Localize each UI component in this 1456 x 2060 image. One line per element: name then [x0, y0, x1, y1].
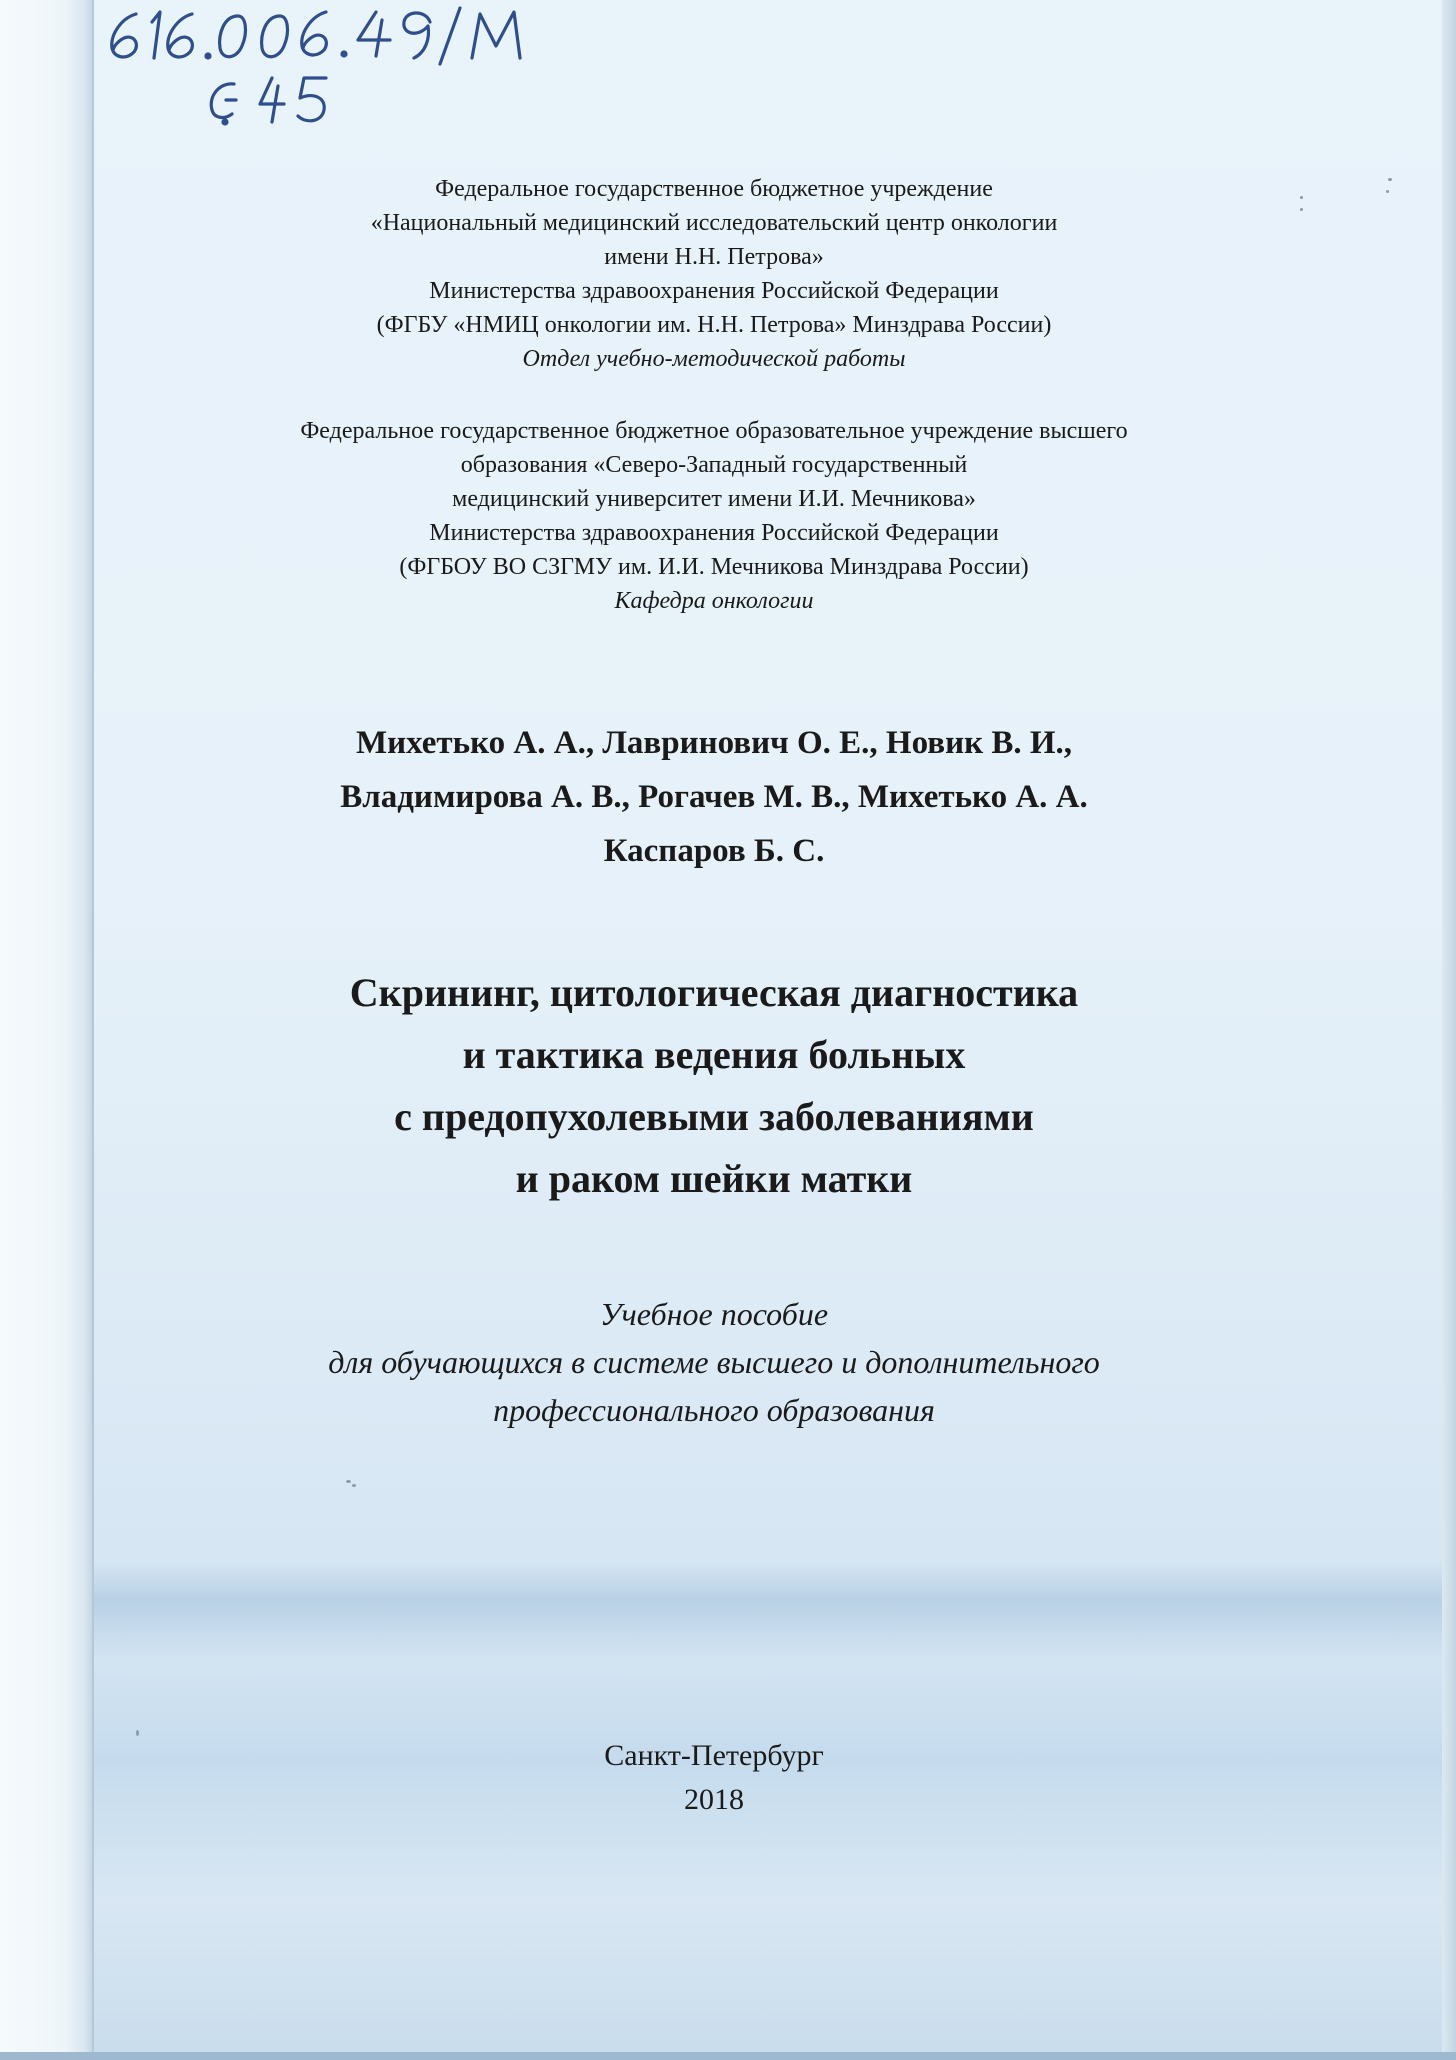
institution-2-line: (ФГБОУ ВО СЗГМУ им. И.И. Мечникова Минздрава России) [399, 554, 1029, 580]
title-line: и раком шейки матки [515, 1156, 913, 1201]
title-line: и тактика ведения больных [462, 1032, 966, 1077]
institution-2-line: Министерства здравоохранения Российской Федерации [429, 520, 999, 546]
scan-speck [1300, 196, 1303, 199]
institution-2-department: Кафедра онкологии [614, 588, 814, 614]
binding-band [0, 0, 92, 2060]
handwritten-call-number [100, 0, 620, 140]
scan-speck [346, 1480, 351, 1483]
scan-speck [1300, 208, 1303, 211]
subtitle-line: Учебное пособие [599, 1296, 829, 1332]
institution-1-department: Отдел учебно-методической работы [522, 346, 906, 372]
authors-line: Михетько А. А., Лавринович О. Е., Новик В. И., [355, 725, 1073, 761]
scan-speck [352, 1484, 356, 1487]
authors-line: Владимирова А. В., Рогачев М. В., Михетько А. А. [340, 779, 1088, 815]
institution-block-1 [94, 172, 1334, 376]
institution-1-line: Министерства здравоохранения Российской Федерации [429, 278, 999, 304]
subtitle-block [94, 1290, 1334, 1434]
page-right-edge [1442, 0, 1456, 2060]
institution-1-line: (ФГБУ «НМИЦ онкологии им. Н.Н. Петрова» Минздрава России) [376, 312, 1052, 338]
imprint-city: Санкт-Петербург [604, 1739, 824, 1772]
authors-line: Каспаров Б. С. [603, 833, 825, 869]
institution-block-2 [94, 414, 1334, 618]
institution-2-line: образования «Северо-Западный государственный [460, 452, 968, 478]
scan-speck [136, 1730, 139, 1736]
scan-speck [1388, 178, 1392, 181]
subtitle-line: для обучающихся в системе высшего и дополнительного [328, 1344, 1100, 1380]
page-bottom-edge [0, 2052, 1456, 2060]
imprint-year: 2018 [684, 1783, 744, 1816]
scan-speck [1386, 190, 1389, 193]
institution-2-line: медицинский университет имени И.И. Мечникова» [452, 486, 976, 512]
institution-2-line: Федеральное государственное бюджетное образовательное учреждение высшего [300, 418, 1128, 444]
subtitle-line: профессионального образования [493, 1392, 935, 1428]
title-line: с предопухолевыми заболеваниями [394, 1094, 1034, 1139]
book-title [94, 962, 1334, 1210]
institution-1-line: имени Н.Н. Петрова» [604, 244, 824, 270]
institution-1-line: Федеральное государственное бюджетное учреждение [435, 176, 993, 202]
authors-block [94, 716, 1334, 878]
title-line: Скрининг, цитологическая диагностика [349, 970, 1079, 1015]
imprint-block [94, 1734, 1334, 1822]
institution-1-line: «Национальный медицинский исследовательский центр онкологии [370, 210, 1058, 236]
